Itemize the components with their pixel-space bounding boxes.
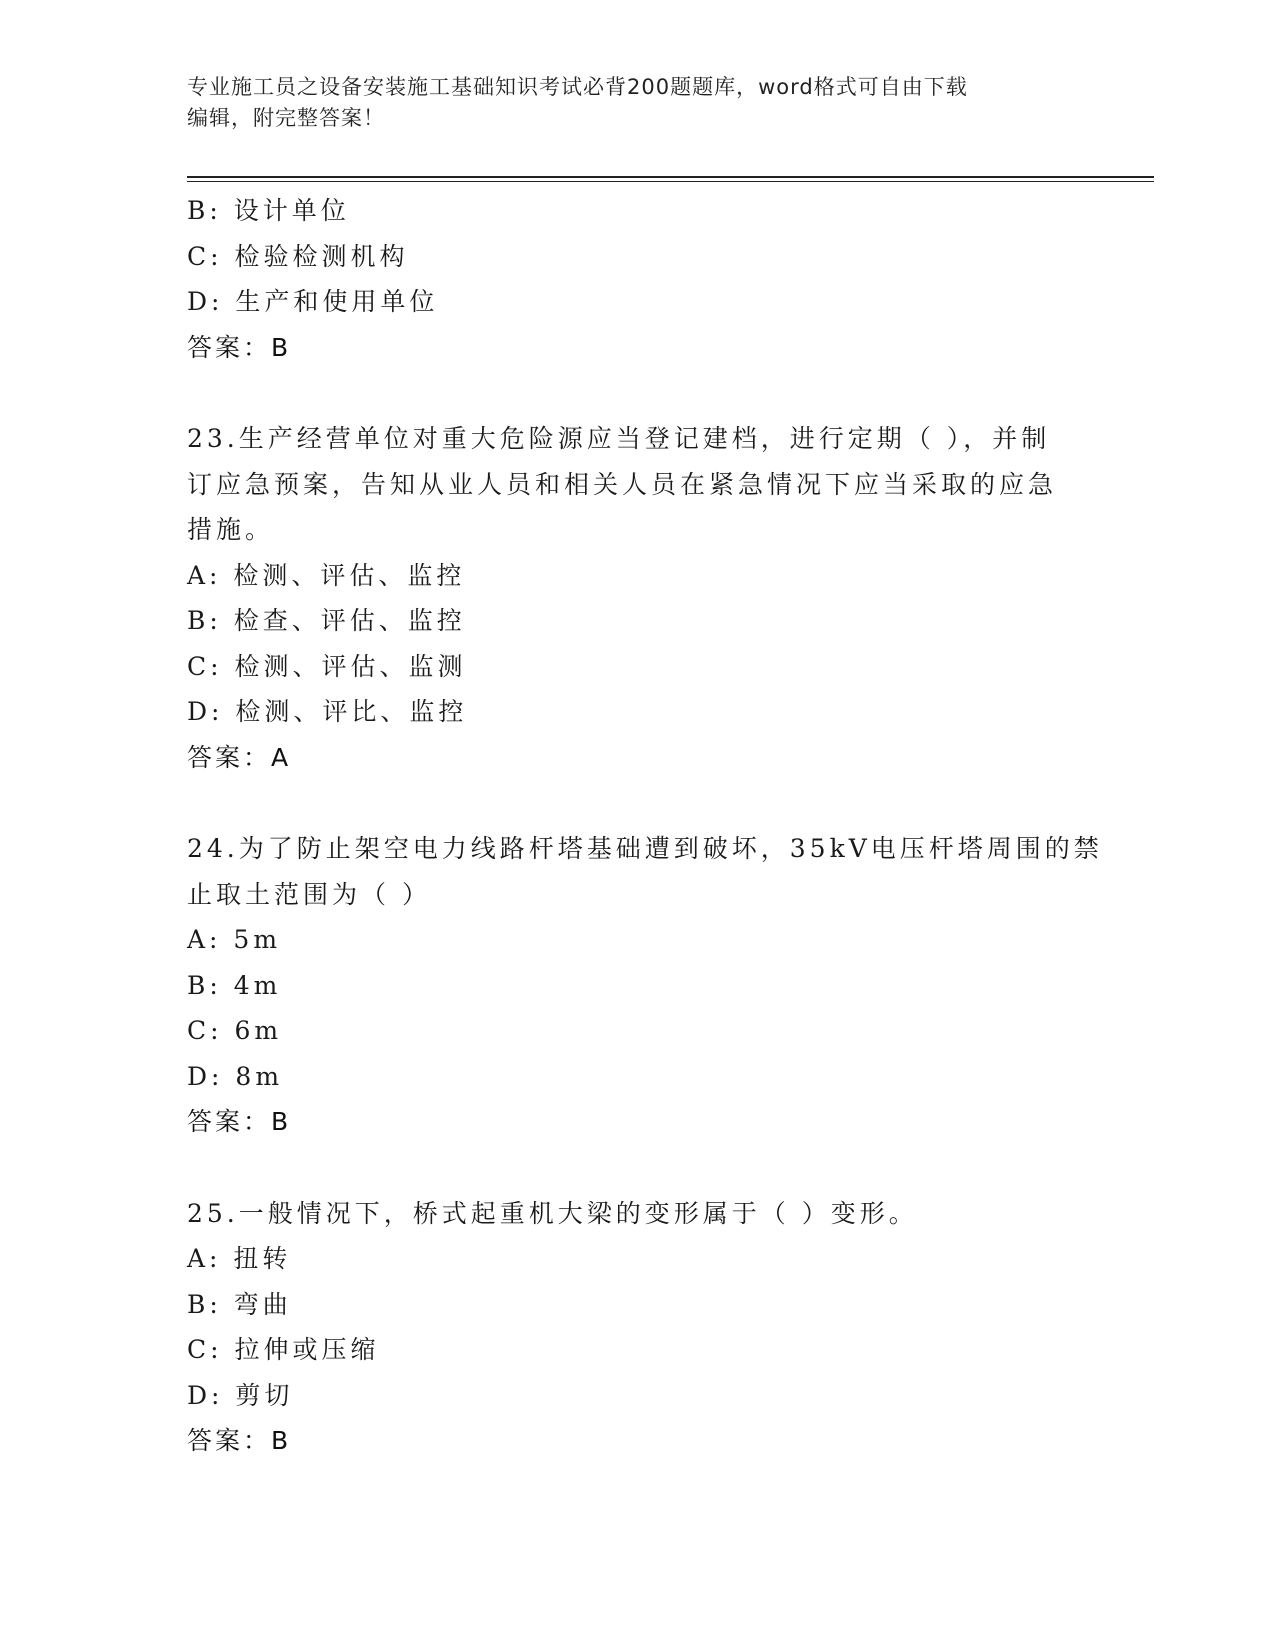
header-title-line-2: 编辑，附完整答案！ [187,106,385,130]
question-23 [187,416,1087,780]
question-text [187,1191,1087,1237]
option-a: A: 扭转 [187,1244,292,1273]
answer-line: 答案：B [187,332,292,362]
question-text-line: 25.一般情况下，桥式起重机大梁的变形属于（ ）变形。 [187,1198,918,1228]
option-b: B: 设计单位 [187,196,350,225]
question-25 [187,1191,1087,1464]
question-24 [187,826,1103,1145]
answer-line: 答案：B [187,1426,292,1455]
document-body [187,188,1103,1464]
option-b: B: 检查、评估、监控 [187,606,466,635]
header-divider [187,176,1154,182]
option-d: D: 生产和使用单位 [187,287,439,316]
answer-line: 答案：B [187,1107,292,1136]
header-title-line-1: 专业施工员之设备安装施工基础知识考试必背200题题库，word格式可自由下载 [187,75,968,99]
document-header [187,72,1087,134]
option-a: A: 检测、评估、监控 [187,560,466,590]
option-b: B: 弯曲 [187,1289,292,1319]
option-c: C: 6m [187,1016,283,1045]
question-text-line: 措施。 [187,515,275,544]
question-22-continued [187,188,1087,370]
option-d: D: 剪切 [187,1380,294,1410]
spacer [187,780,1087,826]
question-text-line: 止取土范围为（ ） [187,879,431,909]
question-text [187,416,1087,553]
option-c: C: 拉伸或压缩 [187,1335,380,1364]
option-d: D: 8m [187,1061,284,1091]
option-d: D: 检测、评比、监控 [187,697,468,726]
spacer [187,1145,1087,1191]
option-b: B: 4m [187,970,282,1000]
option-a: A: 5m [187,925,282,954]
question-text-line: 订应急预案，告知从业人员和相关人员在紧急情况下应当采取的应急 [187,469,1058,499]
answer-line: 答案：A [187,742,292,772]
spacer [187,370,1087,416]
question-text-line: 23.生产经营单位对重大危险源应当登记建档，进行定期（ ），并制 [187,424,1051,453]
question-text [187,826,1103,917]
option-c: C: 检验检测机构 [187,241,409,271]
option-c: C: 检测、评估、监测 [187,651,467,681]
question-text-line: 24.为了防止架空电力线路杆塔基础遭到破坏，35kV电压杆塔周围的禁 [187,834,1103,863]
